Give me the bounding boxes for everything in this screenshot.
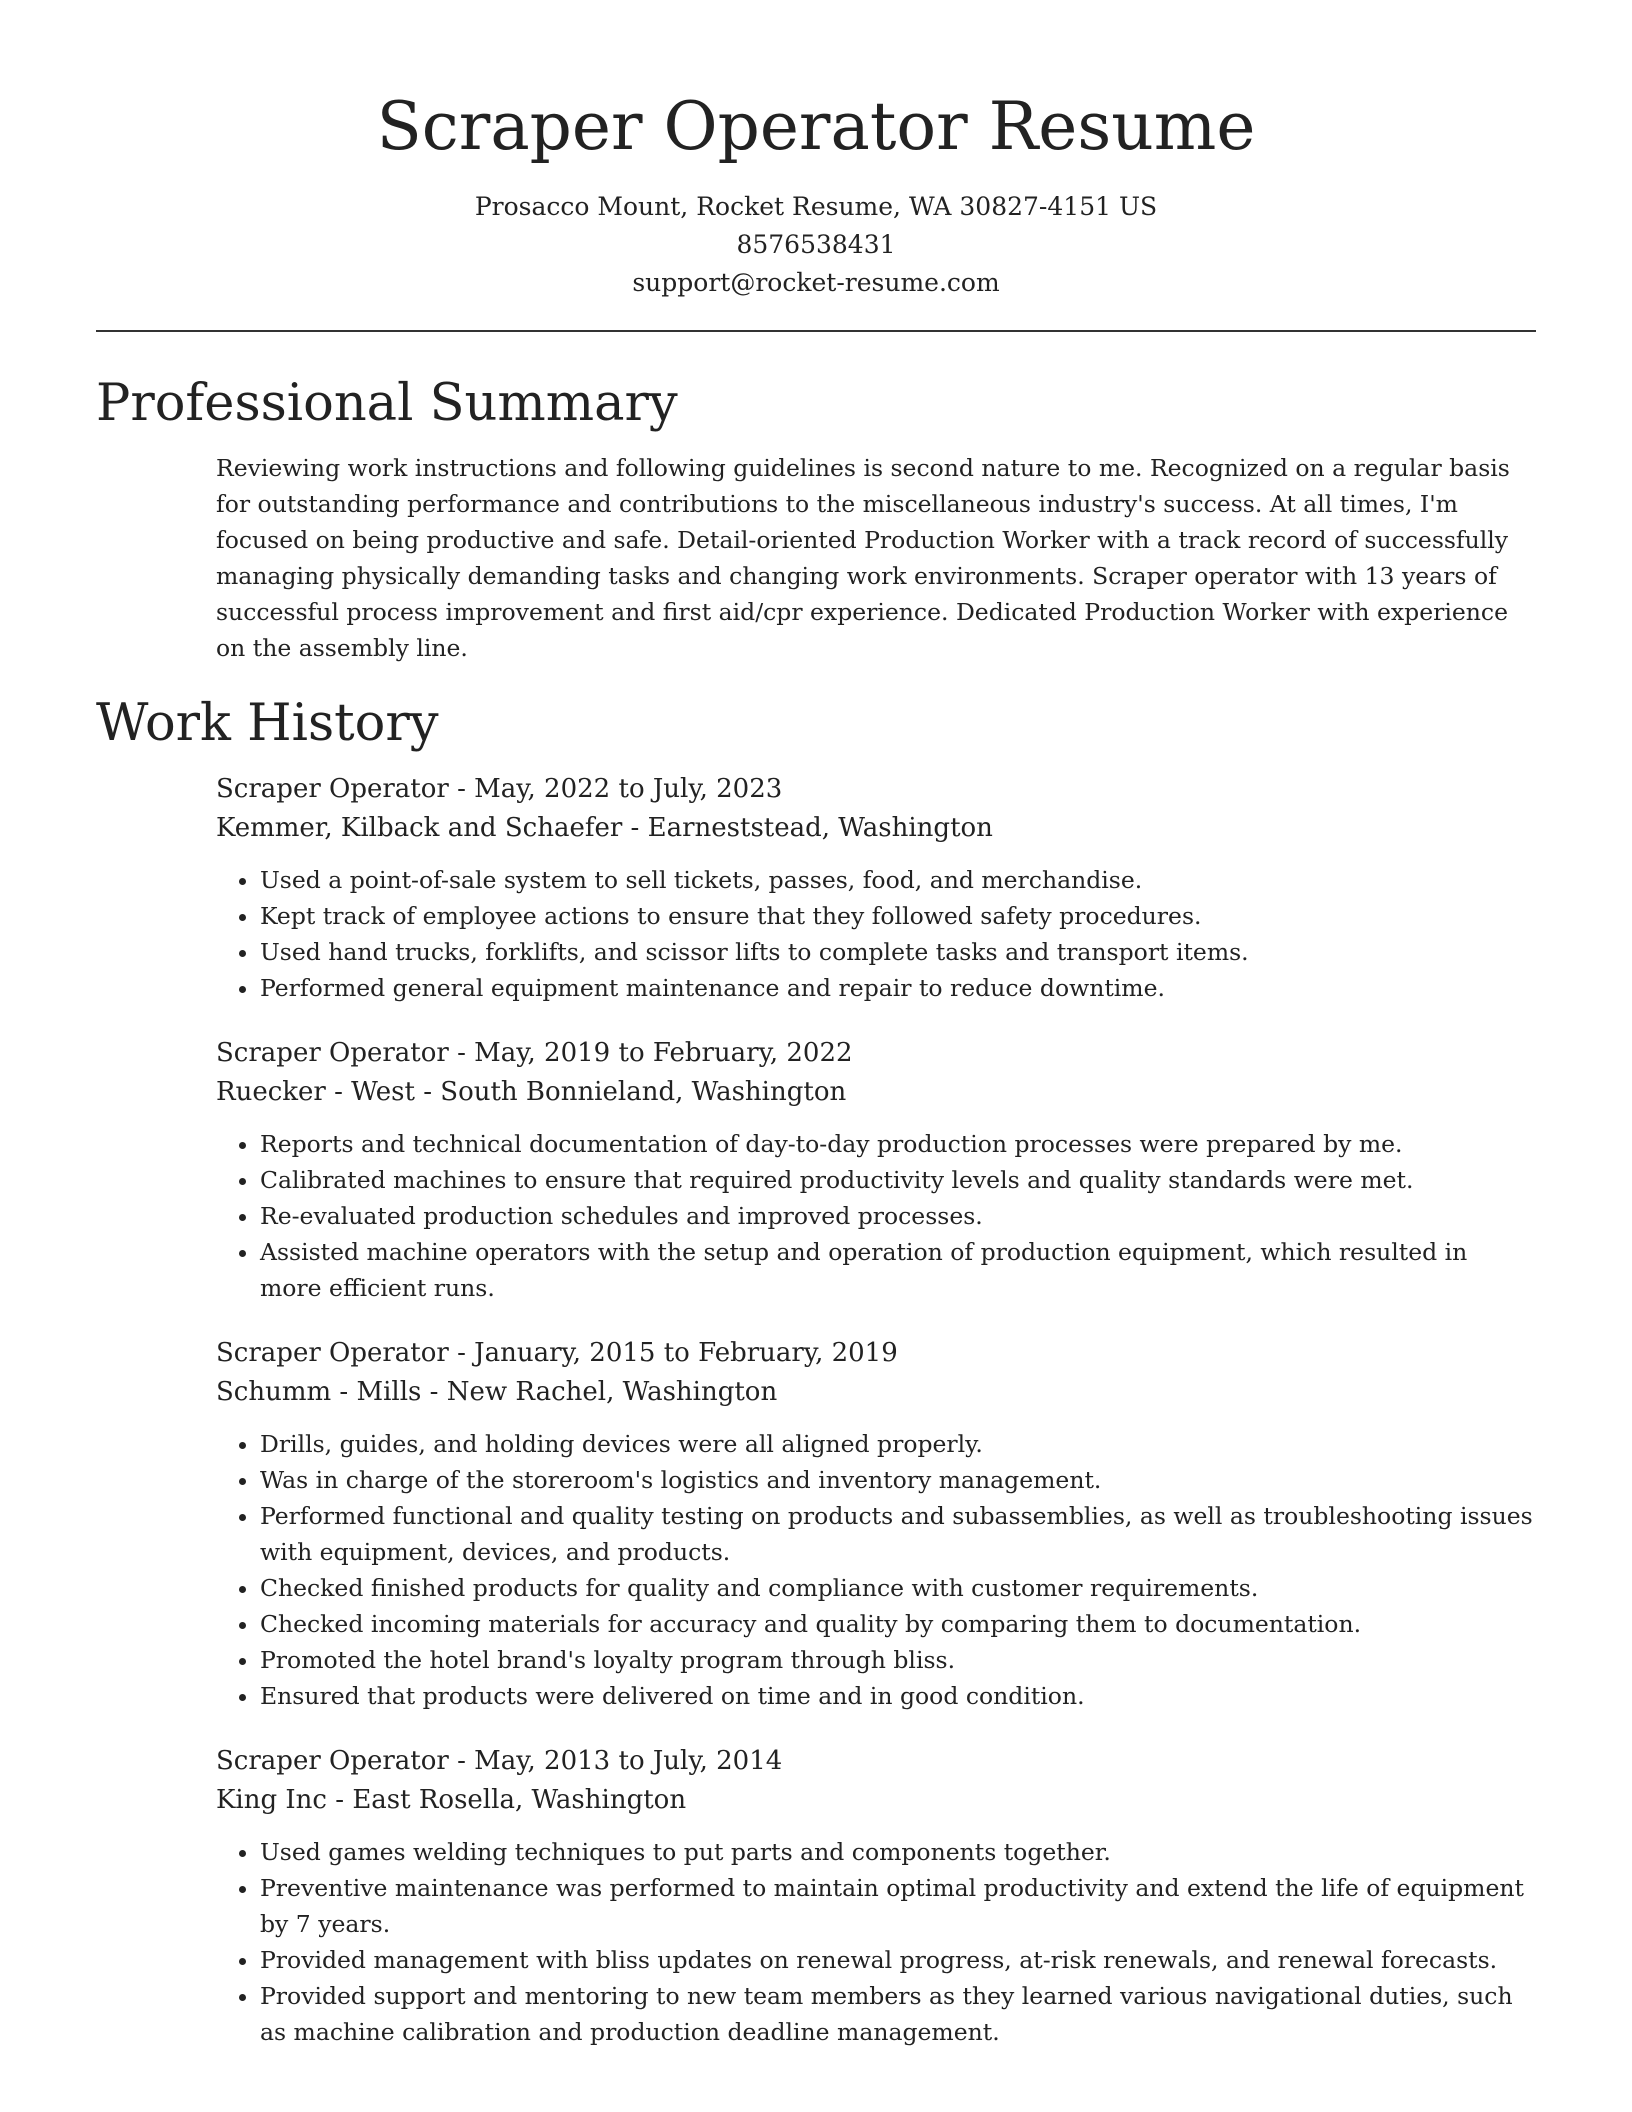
- job-bullet: • Checked finished products for quality and compliance with customer requirements.: [260, 1570, 1536, 1606]
- contact-email: support@rocket-resume.com: [632, 268, 1000, 297]
- job-bullet: • Reports and technical documentation of day-to-day production processes were prepared by me.: [260, 1126, 1536, 1162]
- job-title-line: [216, 1334, 1536, 1373]
- job-entry: [216, 1034, 1536, 1306]
- job-separator: -: [448, 774, 475, 804]
- summary-heading: Professional Summary: [96, 374, 678, 433]
- job-separator: -: [414, 1077, 441, 1107]
- job-location: Earneststead, Washington: [647, 813, 993, 843]
- job-company-line: [216, 1781, 1536, 1820]
- contact-block: [96, 188, 1536, 302]
- job-bullet: • Used games welding techniques to put parts and components together.: [260, 1834, 1536, 1870]
- job-bullet: • Drills, guides, and holding devices were all aligned properly.: [260, 1426, 1536, 1462]
- job-bullet: • Was in charge of the storeroom's logistics and inventory management.: [260, 1462, 1536, 1498]
- job-company: Schumm - Mills: [216, 1377, 422, 1407]
- job-bullet-list: [216, 1126, 1536, 1306]
- job-separator: -: [448, 1746, 475, 1776]
- job-entry: [216, 1334, 1536, 1714]
- job-role: Scraper Operator: [216, 1038, 449, 1068]
- job-bullet: • Kept track of employee actions to ensure that they followed safety procedures.: [260, 898, 1536, 934]
- summary-section: [96, 450, 1536, 666]
- work-history-section: [96, 770, 1536, 2050]
- job-title-line: [216, 1034, 1536, 1073]
- job-location: East Rosella, Washington: [352, 1785, 687, 1815]
- job-company: King Inc: [216, 1785, 327, 1815]
- job-bullet: • Re-evaluated production schedules and improved processes.: [260, 1198, 1536, 1234]
- job-location: New Rachel, Washington: [446, 1377, 778, 1407]
- job-bullet-list: [216, 1426, 1536, 1714]
- job-entry: [216, 1742, 1536, 2050]
- job-separator: -: [421, 1377, 447, 1407]
- contact-address: Prosacco Mount, Rocket Resume, WA 30827-4151 US: [474, 192, 1158, 221]
- resume-header: [96, 0, 1536, 302]
- job-company-line: [216, 1073, 1536, 1112]
- job-bullet: • Promoted the hotel brand's loyalty program through bliss.: [260, 1642, 1536, 1678]
- job-company: Kemmer, Kilback and Schaefer: [216, 813, 623, 843]
- contact-phone: 8576538431: [736, 230, 896, 259]
- job-separator: -: [622, 813, 648, 843]
- job-company-line: [216, 1373, 1536, 1412]
- header-divider: [96, 330, 1536, 332]
- job-bullet: • Ensured that products were delivered on time and in good condition.: [260, 1678, 1536, 1714]
- job-bullet-list: [216, 862, 1536, 1006]
- job-bullet: • Assisted machine operators with the setup and operation of production equipment, which resulted in more efficient runs.: [260, 1234, 1536, 1306]
- resume-title: Scraper Operator Resume: [376, 88, 1256, 165]
- job-dates: May, 2019 to February, 2022: [474, 1038, 853, 1068]
- job-bullet: • Calibrated machines to ensure that required productivity levels and quality standards were met.: [260, 1162, 1536, 1198]
- work-history-heading: Work History: [96, 694, 439, 753]
- job-bullet: • Used a point-of-sale system to sell tickets, passes, food, and merchandise.: [260, 862, 1536, 898]
- job-dates: May, 2013 to July, 2014: [474, 1746, 783, 1776]
- job-company: Ruecker - West: [216, 1077, 415, 1107]
- job-separator: -: [448, 1038, 475, 1068]
- job-role: Scraper Operator: [216, 1746, 449, 1776]
- job-role: Scraper Operator: [216, 1338, 449, 1368]
- summary-text: Reviewing work instructions and following guidelines is second nature to me. Recognized on a regular basis for outstanding performance and contributions to the miscellaneous industry's success. At all times, I'm focused on being productive and safe. Detail-oriented Production Worker with a track record of successfully managing physically demanding tasks and changing work environments. Scraper operator with 13 years of successful process improvement and first aid/cpr experience. Dedicated Production Worker with experience on the assembly line.: [216, 454, 1510, 662]
- job-separator: -: [448, 1338, 475, 1368]
- job-bullet: • Provided management with bliss updates on renewal progress, at-risk renewals, and renewal forecasts.: [260, 1942, 1536, 1978]
- job-bullet: • Performed general equipment maintenance and repair to reduce downtime.: [260, 970, 1536, 1006]
- job-bullet: • Checked incoming materials for accuracy and quality by comparing them to documentation.: [260, 1606, 1536, 1642]
- job-bullet: • Performed functional and quality testing on products and subassemblies, as well as troubleshooting issues with equipment, devices, and products.: [260, 1498, 1536, 1570]
- job-company-line: [216, 809, 1536, 848]
- job-entry: [216, 770, 1536, 1006]
- job-bullet: • Used hand trucks, forklifts, and scissor lifts to complete tasks and transport items.: [260, 934, 1536, 970]
- job-location: South Bonnieland, Washington: [440, 1077, 847, 1107]
- job-dates: May, 2022 to July, 2023: [474, 774, 783, 804]
- job-role: Scraper Operator: [216, 774, 449, 804]
- job-separator: -: [326, 1785, 353, 1815]
- job-bullet-list: [216, 1834, 1536, 2050]
- job-title-line: [216, 1742, 1536, 1781]
- job-bullet: • Preventive maintenance was performed to maintain optimal productivity and extend the life of equipment by 7 years.: [260, 1870, 1536, 1942]
- job-dates: January, 2015 to February, 2019: [474, 1338, 898, 1368]
- job-bullet: • Provided support and mentoring to new team members as they learned various navigational duties, such as machine calibration and production deadline management.: [260, 1978, 1536, 2050]
- job-title-line: [216, 770, 1536, 809]
